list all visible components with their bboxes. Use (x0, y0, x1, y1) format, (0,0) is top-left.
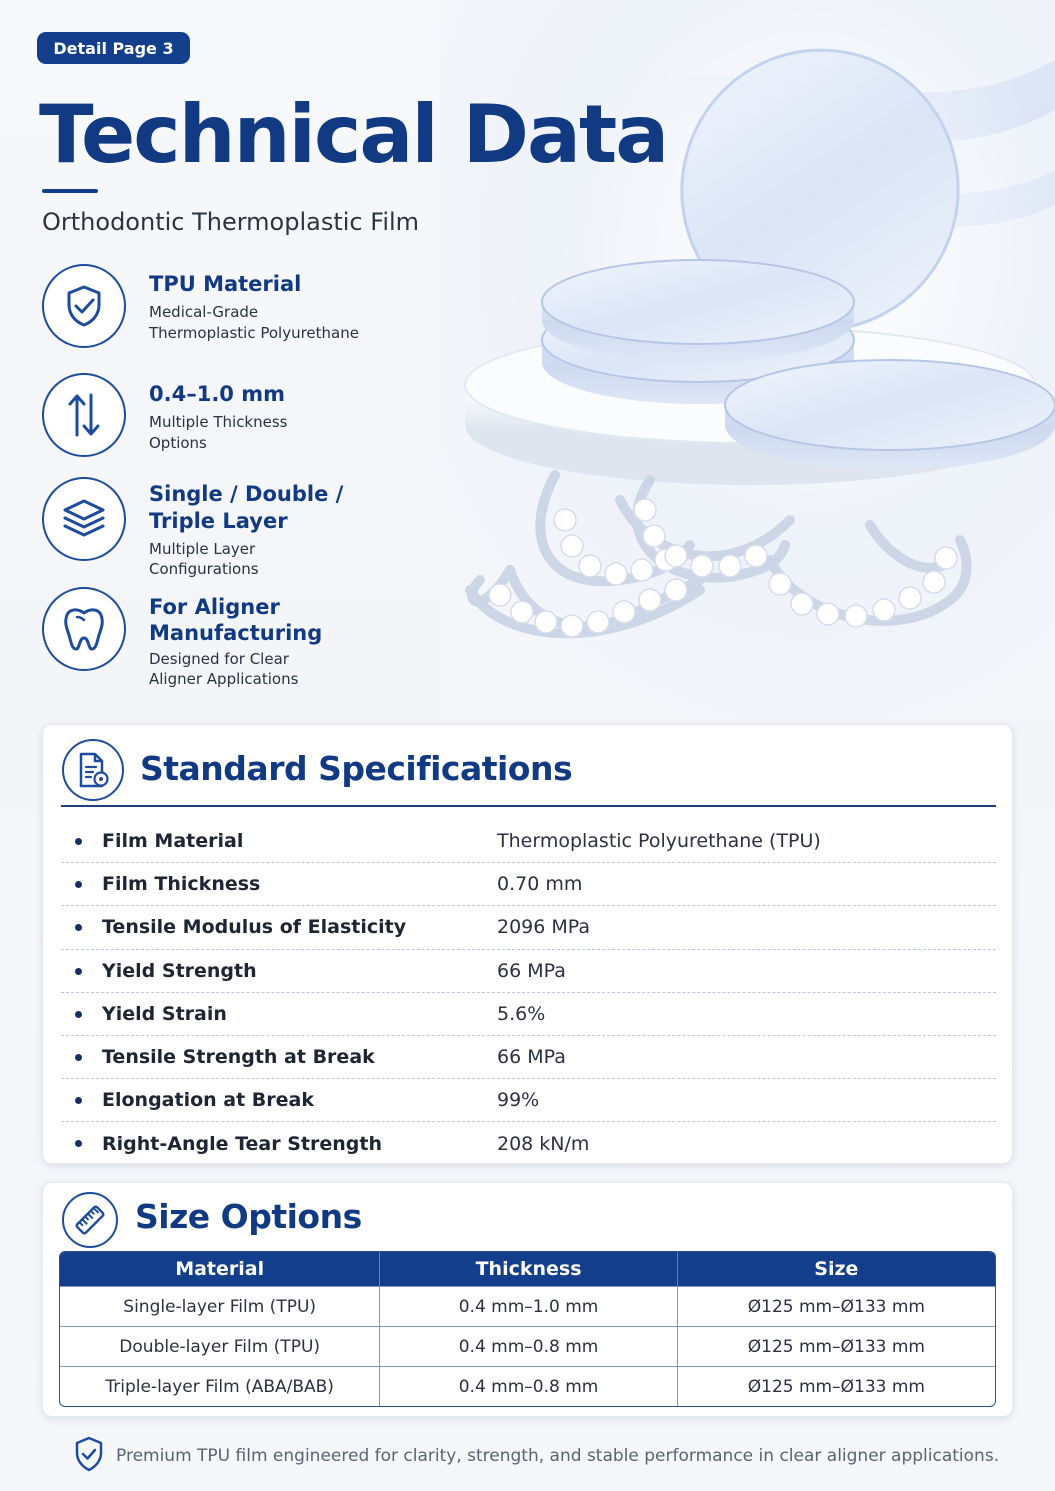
bullet (75, 881, 82, 888)
feature-desc-line1: Medical-Grade (149, 303, 259, 321)
spec-value: Thermoplastic Polyurethane (TPU) (497, 830, 821, 853)
thickness-arrows-icon (42, 373, 126, 457)
table-header-row (60, 1252, 995, 1286)
feature-title-line2: Manufacturing (149, 621, 323, 645)
bullet (75, 1097, 82, 1104)
footer-note (74, 1436, 999, 1476)
feature-title-line1: For Aligner (149, 595, 280, 619)
spec-name: Yield Strength (102, 959, 257, 982)
bullet (75, 1140, 82, 1147)
footer-text: Premium TPU film engineered for clarity, strength, and stable performance in clear aligner applications. (116, 1446, 1000, 1466)
size-options-card (42, 1182, 1013, 1417)
specifications-list (61, 820, 996, 1166)
detail-page-badge: Detail Page 3 (37, 32, 190, 64)
spec-row (61, 1122, 996, 1165)
spec-row (61, 1036, 996, 1079)
spec-value: 66 MPa (497, 959, 566, 982)
table-cell: 0.4 mm–1.0 mm (379, 1286, 676, 1326)
feature-desc-line2: Configurations (149, 560, 259, 578)
bullet (75, 1011, 82, 1018)
spec-value: 0.70 mm (497, 873, 583, 896)
table-cell: Triple-layer Film (ABA/BAB) (60, 1366, 379, 1406)
table-cell: 0.4 mm–0.8 mm (379, 1366, 676, 1406)
spec-row (61, 1079, 996, 1122)
spec-value: 99% (497, 1089, 540, 1112)
feature-desc-line1: Multiple Layer (149, 540, 256, 558)
table-row (60, 1286, 995, 1326)
tooth-icon (42, 587, 126, 671)
feature-desc-line2: Thermoplastic Polyurethane (149, 324, 359, 342)
feature-title-line2: Triple Layer (149, 509, 288, 533)
bullet (75, 1054, 82, 1061)
table-cell: 0.4 mm–0.8 mm (379, 1326, 676, 1366)
column-header-size: Size (677, 1252, 995, 1286)
spec-name: Tensile Strength at Break (102, 1046, 375, 1069)
ruler-icon (62, 1192, 118, 1248)
table-cell: Ø125 mm–Ø133 mm (677, 1366, 995, 1406)
size-options-title: Size Options (135, 1197, 362, 1236)
spec-row (61, 863, 996, 906)
feature-title: TPU Material (149, 272, 302, 296)
size-options-table (59, 1251, 996, 1407)
column-header-material: Material (60, 1252, 379, 1286)
feature-layers (42, 477, 462, 582)
spec-value: 66 MPa (497, 1046, 566, 1069)
feature-desc-line2: Aligner Applications (149, 670, 299, 688)
spec-name: Right-Angle Tear Strength (102, 1132, 382, 1155)
spec-row (61, 820, 996, 863)
layers-icon (42, 477, 126, 561)
table-cell: Double-layer Film (TPU) (60, 1326, 379, 1366)
table-cell: Ø125 mm–Ø133 mm (677, 1326, 995, 1366)
column-header-thickness: Thickness (379, 1252, 676, 1286)
feature-title: 0.4–1.0 mm (149, 382, 285, 406)
bullet (75, 968, 82, 975)
feature-aligner (42, 587, 462, 692)
spec-value: 2096 MPa (497, 916, 591, 939)
feature-desc-line1: Designed for Clear (149, 650, 289, 668)
spec-row (61, 993, 996, 1036)
spec-value: 5.6% (497, 1002, 546, 1025)
spec-name: Yield Strain (102, 1002, 227, 1025)
title-underline (42, 189, 98, 193)
table-cell: Ø125 mm–Ø133 mm (677, 1286, 995, 1326)
spec-value: 208 kN/m (497, 1132, 590, 1155)
shield-check-icon (74, 1436, 104, 1476)
table-row (60, 1326, 995, 1366)
spec-name: Tensile Modulus of Elasticity (102, 916, 407, 939)
standard-specifications-card (42, 724, 1013, 1164)
spec-name: Elongation at Break (102, 1089, 314, 1112)
table-cell: Single-layer Film (TPU) (60, 1286, 379, 1326)
bullet (75, 924, 82, 931)
page-title: Technical Data (39, 88, 668, 181)
spec-row (61, 906, 996, 949)
feature-thickness (42, 373, 462, 463)
feature-title-line1: Single / Double / (149, 482, 344, 506)
bullet (75, 838, 82, 845)
specifications-title: Standard Specifications (140, 749, 573, 788)
table-row (60, 1366, 995, 1406)
spec-row (61, 950, 996, 993)
shield-check-icon (42, 264, 126, 348)
feature-tpu-material (42, 264, 462, 354)
page-subtitle: Orthodontic Thermoplastic Film (42, 208, 420, 236)
document-settings-icon (62, 739, 124, 801)
spec-name: Film Thickness (102, 873, 261, 896)
feature-desc-line2: Options (149, 434, 207, 452)
specifications-divider (61, 805, 996, 807)
feature-desc-line1: Multiple Thickness (149, 413, 288, 431)
spec-name: Film Material (102, 830, 244, 853)
